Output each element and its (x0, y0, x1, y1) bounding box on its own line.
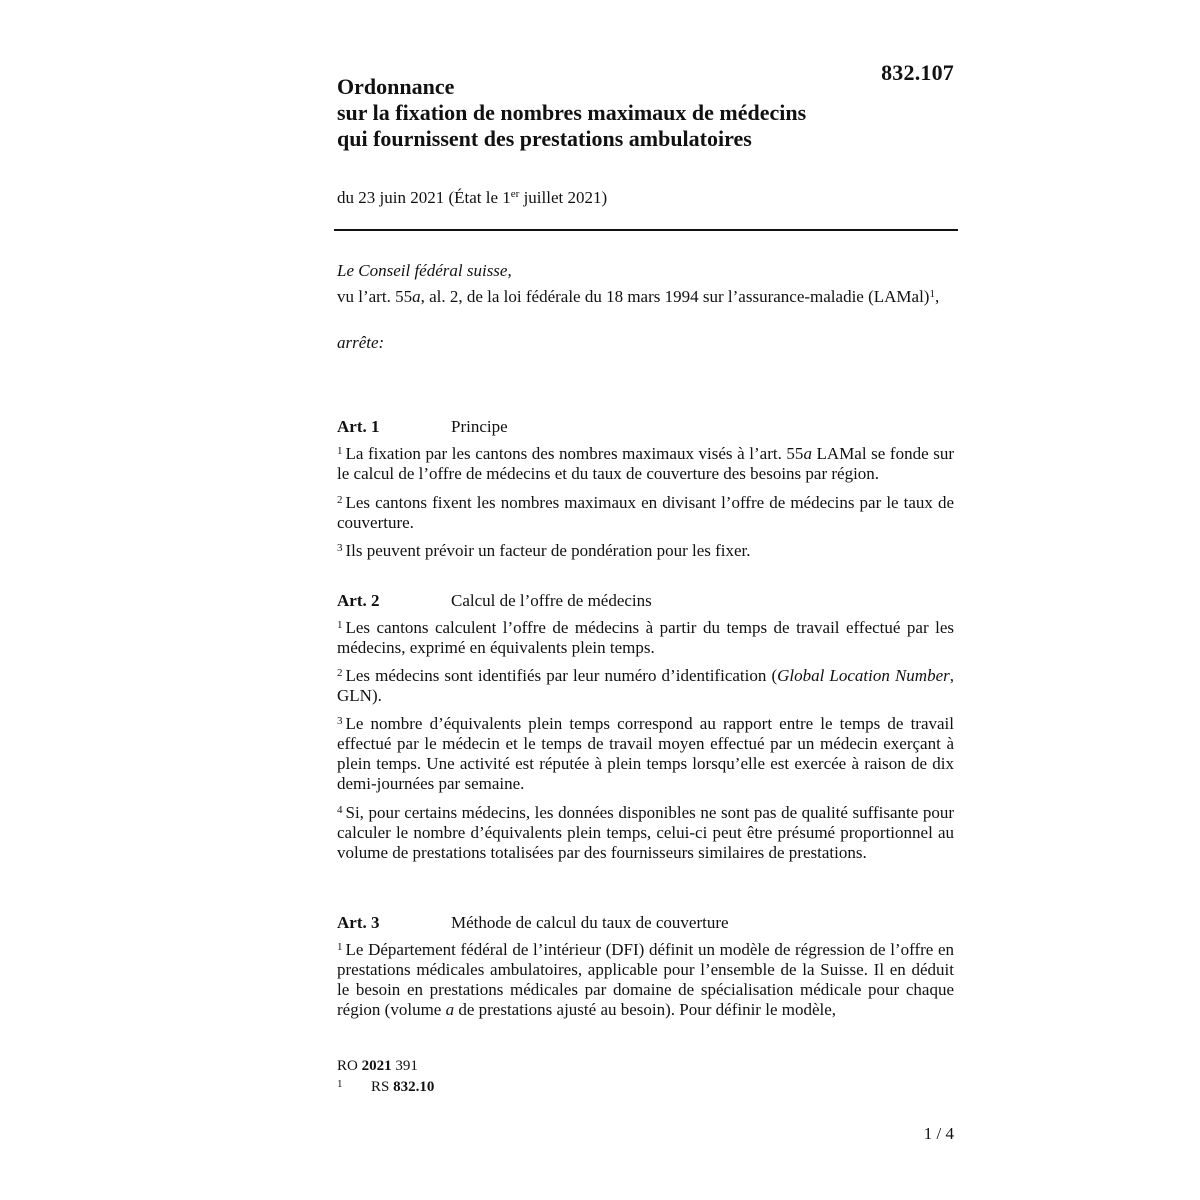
ro-page: 391 (391, 1058, 418, 1074)
paragraph-number: 1 (337, 941, 343, 953)
ro-year: 2021 (361, 1058, 392, 1074)
official-compilation-reference (337, 1058, 418, 1075)
paragraph-text: LAMal se fonde sur le calcul de l’offre de médecins et du taux de couverture des besoins par région. (337, 444, 954, 483)
preamble-arrete: arrête: (337, 333, 385, 352)
date-text: juillet 2021) (519, 188, 608, 207)
article-heading (337, 913, 729, 933)
legal-basis-text: , (934, 287, 940, 306)
article-number: Art. 1 (337, 417, 380, 436)
article-paragraph (337, 803, 954, 863)
sr-number: 832.107 (881, 60, 954, 85)
article-number: Art. 2 (337, 591, 380, 610)
title-line: Ordonnance (337, 74, 455, 99)
paragraph-text: , GLN). (337, 666, 954, 705)
article-title: Méthode de calcul du taux de couverture (451, 913, 729, 932)
paragraph-text: Si, pour certains médecins, les données disponibles ne sont pas de qualité suffisante pour calculer le nombre d’équivalents plein temps, celui-ci peut être présumé proportionnel au volume de prestations totalisées par des fournisseurs similaires de prestations. (337, 803, 954, 862)
article-heading (337, 417, 508, 437)
paragraph-number: 1 (337, 445, 343, 457)
paragraph-italic: a (803, 444, 812, 463)
legal-basis-text: vu l’art. 55 (337, 287, 413, 306)
paragraph-number: 2 (337, 494, 343, 506)
article-heading (337, 591, 652, 611)
article-paragraph (337, 541, 954, 561)
footnote-reference[interactable]: 1 (929, 288, 935, 300)
article-paragraph (337, 666, 954, 706)
legal-basis-text: , al. 2, de la loi fédérale du 18 mars 1994 sur l’assurance-maladie (LAMal) (420, 287, 930, 306)
legal-basis-italic: a (412, 287, 421, 306)
paragraph-number: 1 (337, 619, 343, 631)
paragraph-number: 2 (337, 667, 343, 679)
article-title: Calcul de l’offre de médecins (451, 591, 652, 610)
paragraph-text: Les médecins sont identifiés par leur numéro d’identification ( (345, 666, 778, 685)
ro-label: RO (337, 1058, 362, 1074)
paragraph-number: 3 (337, 542, 343, 554)
paragraph-text: de prestations ajusté au besoin). Pour définir le modèle, (454, 1000, 837, 1019)
paragraph-italic: a (445, 1000, 455, 1019)
paragraph-text: La fixation par les cantons des nombres maximaux visés à l’art. 55 (345, 444, 804, 463)
footnote: 1 RS 832.10 (337, 1078, 435, 1095)
document-date (337, 188, 607, 208)
article-number: Art. 3 (337, 913, 380, 932)
paragraph-number: 4 (337, 804, 343, 816)
preamble-legal-basis (337, 287, 954, 307)
header-divider (334, 229, 958, 231)
document-title (337, 74, 897, 152)
paragraph-text: Le Département fédéral de l’intérieur (DFI) définit un modèle de régression de l’offre en prestations médicales ambulatoires, applicable pour l’ensemble de la Suisse. Il en déduit le besoin en prestations médicales par domaine de spécialisation médicale pour chaque région (volume (337, 940, 954, 1019)
paragraph-text: Le nombre d’équivalents plein temps correspond au rapport entre le temps de travail effectué par le médecin et le temps de travail moyen effectué par un médecin exerçant à plein temps. Une activité est réputée à plein temps lorsqu’elle est exercée à raison de dix demi-journées par semaine. (337, 714, 954, 793)
article-paragraph (337, 714, 954, 794)
article-title: Principe (451, 417, 508, 436)
date-superscript: er (510, 188, 520, 200)
article-paragraph (337, 493, 954, 533)
footnote-text: RS (371, 1079, 394, 1095)
paragraph-text: Les cantons calculent l’offre de médecins à partir du temps de travail effectué par les médecins, exprimé en équivalents plein temps. (337, 618, 954, 657)
title-line: sur la fixation de nombres maximaux de médecins (337, 100, 807, 125)
footnote-link[interactable]: 832.10 (393, 1079, 435, 1095)
paragraph-text: Les cantons fixent les nombres maximaux en divisant l’offre de médecins par le taux de couverture. (337, 493, 954, 532)
article-paragraph (337, 618, 954, 658)
paragraph-italic: Global Location Number (777, 666, 950, 685)
preamble-authority: Le Conseil fédéral suisse, (337, 261, 512, 280)
paragraph-text: Ils peuvent prévoir un facteur de pondération pour les fixer. (345, 541, 751, 560)
date-text: du 23 juin 2021 (État le 1 (337, 188, 511, 207)
paragraph-number: 3 (337, 715, 343, 727)
article-paragraph (337, 444, 954, 484)
title-line: qui fournissent des prestations ambulatoires (337, 126, 752, 151)
article-paragraph (337, 940, 954, 1020)
page-number: 1 / 4 (923, 1124, 954, 1143)
